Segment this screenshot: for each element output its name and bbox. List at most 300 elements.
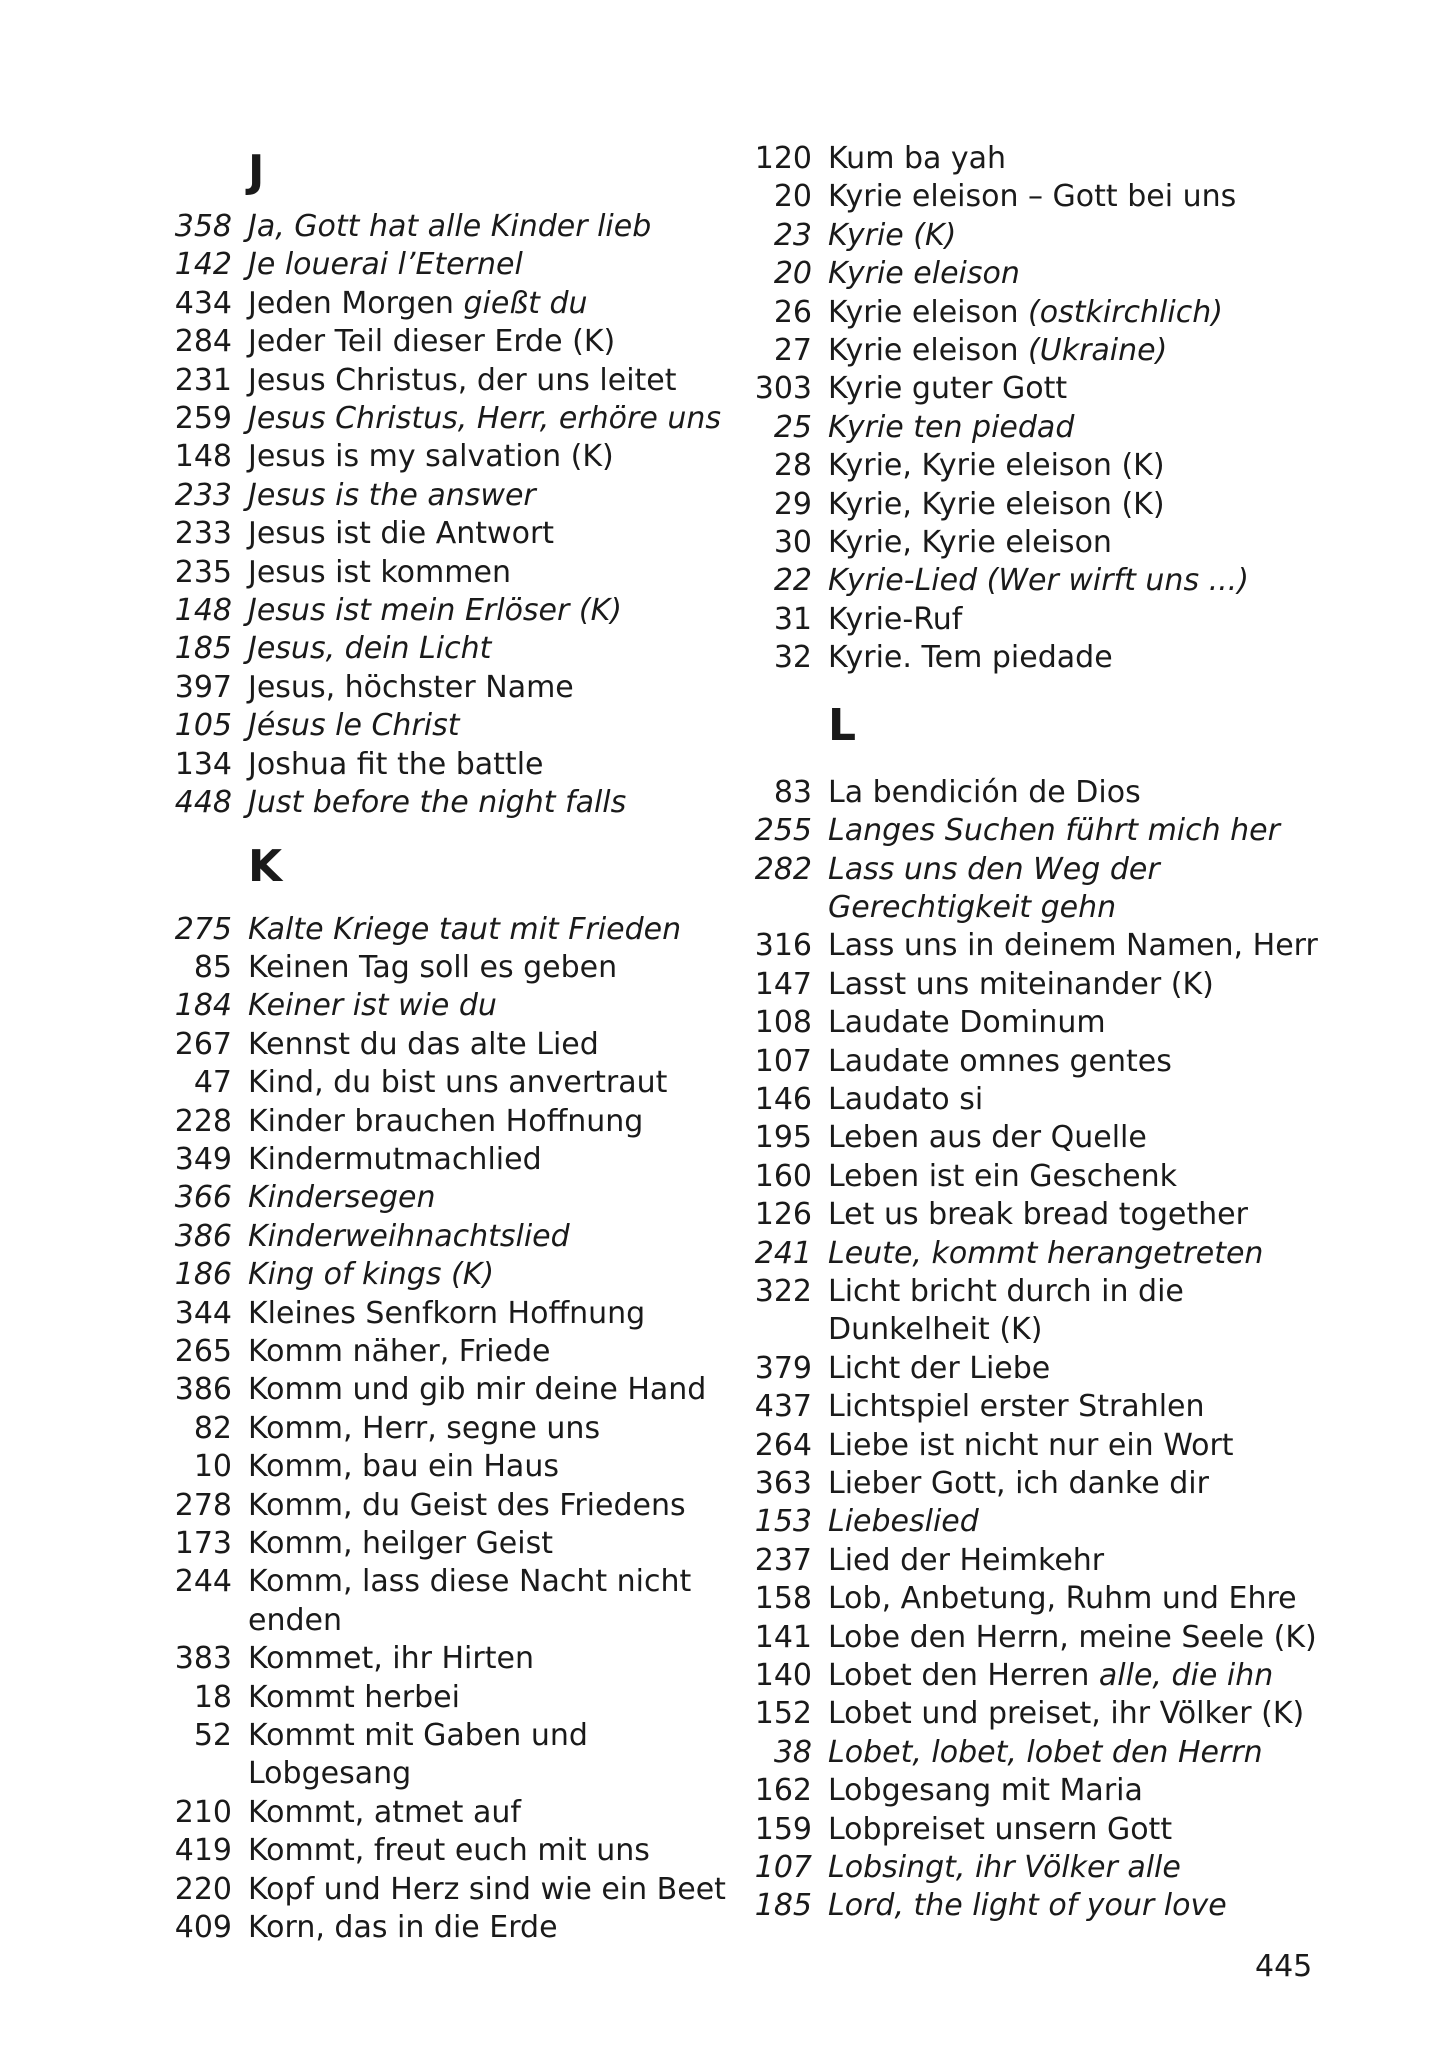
song-title (812, 294, 1223, 332)
song-title-part: Kyrie eleison (828, 256, 1020, 292)
song-number: 231 (174, 362, 232, 398)
index-entry (740, 1158, 1340, 1196)
song-title (812, 927, 1318, 965)
song-title-part: Kum ba yah (828, 141, 1007, 176)
song-title-part: Just before the night falls (248, 785, 627, 821)
song-title-part: alle, die ihn (1098, 1658, 1274, 1694)
song-number: 419 (174, 1833, 232, 1869)
song-title (232, 746, 544, 784)
song-title (812, 1350, 1050, 1388)
index-entry (740, 217, 1340, 255)
song-title-part: Keinen Tag soll es geben (248, 949, 618, 985)
index-entry (740, 812, 1340, 850)
song-title (812, 812, 1280, 850)
index-entry (740, 1119, 1340, 1157)
index-entry (160, 1371, 720, 1409)
song-number: 386 (174, 1218, 232, 1254)
song-number: 142 (174, 247, 232, 283)
index-entry (740, 332, 1340, 370)
song-number: 82 (193, 1410, 232, 1446)
song-title-part: Jesus is my salvation (K) (248, 439, 614, 475)
song-number: 107 (754, 1850, 812, 1886)
song-number: 23 (773, 217, 812, 253)
song-title-part: Komm und gib mir deine Hand (248, 1372, 707, 1408)
index-entry (740, 601, 1340, 639)
index-entry (740, 927, 1340, 965)
song-title-part: (Ukraine) (1028, 333, 1168, 369)
song-title (232, 1832, 650, 1870)
letter-heading-l: L (828, 699, 857, 751)
song-title-part: Kyrie eleison (828, 294, 1029, 330)
song-number: 185 (754, 1888, 812, 1924)
song-title-part: Kennst du das alte Lied (248, 1026, 599, 1062)
index-entry (160, 592, 720, 630)
song-number: 27 (773, 333, 812, 369)
song-number: 18 (193, 1679, 232, 1715)
index-entry (160, 1064, 720, 1102)
index-entry (160, 1256, 720, 1294)
index-entry (160, 911, 720, 949)
song-title (232, 554, 511, 592)
left-column (160, 140, 726, 1947)
song-title-part: Kommet, ihr Hirten (248, 1641, 534, 1677)
index-entry (740, 1427, 1340, 1465)
song-title-part: Kinder brauchen Hoffnung (248, 1103, 644, 1139)
song-title (812, 889, 1116, 927)
song-title-part: Joshua fit the battle (248, 746, 544, 782)
entry-list-l (740, 774, 1340, 1926)
song-title-part: Jesus, dein Licht (248, 631, 492, 667)
index-entry (160, 1295, 720, 1333)
song-title-part: Komm, du Geist des Friedens (248, 1487, 686, 1523)
song-title-part: Kleines Senfkorn Hoffnung (248, 1295, 646, 1331)
song-title (812, 1081, 983, 1119)
song-title-part: Lob, Anbetung, Ruhm und Ehre (828, 1581, 1297, 1617)
song-title-part: Leute, kommt herangetreten (828, 1235, 1264, 1271)
song-title (232, 246, 523, 284)
index-entry (740, 1503, 1340, 1541)
song-title (232, 949, 617, 987)
song-number: 275 (174, 911, 232, 947)
song-number: 83 (773, 774, 812, 810)
index-entry (160, 1525, 720, 1563)
song-title-part: Jeden Morgen (248, 285, 464, 321)
song-title-part: Lichtspiel erster Strahlen (828, 1389, 1205, 1425)
song-title-part: Jesus ist kommen (248, 554, 511, 590)
song-title-part: Dunkelheit (K) (828, 1312, 1043, 1348)
song-title-part: La bendición de Dios (828, 774, 1141, 810)
index-entry (740, 966, 1340, 1004)
song-title-part: Komm, bau ein Haus (248, 1449, 559, 1485)
song-title (812, 524, 1112, 562)
song-title (232, 592, 622, 630)
song-title-part: Jeder Teil dieser Erde (K) (248, 324, 616, 360)
song-number: 448 (174, 785, 232, 821)
song-number: 316 (754, 928, 812, 964)
song-title-part: Leben ist ein Geschenk (828, 1158, 1177, 1194)
song-number: 322 (754, 1273, 812, 1309)
song-title (232, 1563, 691, 1601)
song-title (812, 1196, 1248, 1234)
index-entry (160, 987, 720, 1025)
song-number: 241 (754, 1235, 812, 1271)
index-entry (740, 447, 1340, 485)
index-entry (740, 1081, 1340, 1119)
song-number: 26 (773, 294, 812, 330)
song-title (232, 362, 677, 400)
song-title-part: Ja, Gott hat alle Kinder lieb (248, 209, 652, 244)
entry-list-k-continued (740, 140, 1340, 678)
song-title (812, 601, 962, 639)
song-title (812, 1465, 1209, 1503)
index-entry (160, 746, 720, 784)
index-entry (740, 1849, 1340, 1887)
song-number: 186 (174, 1257, 232, 1293)
index-entry (740, 1196, 1340, 1234)
song-number: 282 (754, 851, 812, 887)
song-number: 162 (754, 1773, 812, 1809)
song-title (232, 285, 588, 323)
song-title (232, 1141, 542, 1179)
index-entry (160, 285, 720, 323)
song-title-part: Kalte Kriege taut mit Frieden (248, 911, 682, 947)
song-title (812, 1388, 1205, 1426)
song-title (812, 370, 1067, 408)
song-title-part: Kyrie, Kyrie eleison (K) (828, 448, 1165, 484)
song-number: 134 (174, 746, 232, 782)
song-title (812, 1619, 1317, 1657)
song-number: 267 (174, 1026, 232, 1062)
song-title-part: Korn, das in die Erde (248, 1910, 558, 1946)
index-entry (740, 1695, 1340, 1733)
song-title-part: Jesus is the answer (248, 477, 536, 513)
song-title (812, 1849, 1181, 1887)
song-title (232, 1256, 494, 1294)
song-number: 363 (754, 1466, 812, 1501)
song-number: 237 (754, 1542, 812, 1578)
song-title-part: Komm näher, Friede (248, 1333, 551, 1369)
index-entry (160, 707, 720, 745)
song-number: 255 (754, 813, 812, 849)
song-title (812, 774, 1141, 812)
index-entry (740, 140, 1340, 178)
song-title-part: Laudato si (828, 1081, 984, 1117)
song-title-part: Kyrie-Ruf (828, 601, 963, 637)
index-entry (740, 1772, 1340, 1810)
song-title (812, 1695, 1304, 1733)
index-entry (740, 1887, 1340, 1925)
song-title (232, 1871, 726, 1909)
song-number: 233 (174, 516, 232, 552)
entry-list-j (160, 208, 720, 823)
song-title-part: Laudate Dominum (828, 1005, 1106, 1041)
song-title-part: Kyrie. Tem piedade (828, 640, 1113, 676)
index-entry (740, 370, 1340, 408)
song-number: 107 (754, 1043, 812, 1079)
index-entry (160, 1679, 720, 1717)
index-entry (160, 400, 720, 438)
song-number: 278 (174, 1487, 232, 1523)
entry-list-k (160, 911, 726, 1948)
song-number: 434 (174, 285, 232, 321)
song-title-part: Kyrie eleison – Gott bei uns (828, 179, 1237, 215)
song-title-part: Kopf und Herz sind wie ein Beet (248, 1871, 726, 1907)
song-number: 25 (773, 409, 812, 445)
index-entry (740, 524, 1340, 562)
song-title (232, 707, 459, 745)
song-number: 120 (754, 141, 812, 176)
song-number: 85 (193, 949, 232, 985)
index-entry (740, 1388, 1340, 1426)
song-number: 397 (174, 669, 232, 705)
song-number: 228 (174, 1103, 232, 1139)
index-entry (740, 1734, 1340, 1772)
song-title (812, 409, 1074, 447)
song-title-part: Licht bricht durch in die (828, 1273, 1184, 1309)
song-title (232, 1410, 600, 1448)
song-number: 140 (754, 1658, 812, 1694)
index-entry (740, 486, 1340, 524)
song-title-part: Liebeslied (828, 1504, 979, 1540)
song-title (812, 1734, 1263, 1772)
index-entry (740, 255, 1340, 293)
index-entry (160, 438, 720, 476)
index-entry (740, 774, 1340, 812)
song-title (232, 1909, 558, 1947)
index-entry (160, 630, 720, 668)
song-title-part: Kyrie-Lied (Wer wirft uns ...) (828, 563, 1249, 599)
song-title (812, 140, 1006, 178)
song-title-part: Lasst uns miteinander (K) (828, 966, 1214, 1002)
song-title (812, 1657, 1273, 1695)
song-number: 344 (174, 1295, 232, 1331)
index-entry (740, 1619, 1340, 1657)
song-title-part: Keiner ist wie du (248, 988, 497, 1024)
song-number: 141 (754, 1619, 812, 1655)
song-title-part: Gerechtigkeit gehn (828, 889, 1117, 925)
index-entry (160, 515, 720, 553)
song-number: 22 (773, 563, 812, 599)
index-entry (160, 1410, 720, 1448)
song-number: 303 (754, 371, 812, 407)
song-title (232, 477, 536, 515)
song-number: 148 (174, 593, 232, 629)
song-number: 148 (174, 439, 232, 475)
index-entry (160, 323, 720, 361)
song-title (232, 1064, 667, 1102)
song-title (232, 1794, 521, 1832)
song-title (232, 1295, 645, 1333)
song-number: 126 (754, 1197, 812, 1233)
song-title (232, 987, 497, 1025)
song-title-part: Kind, du bist uns anvertraut (248, 1065, 668, 1101)
index-entry (160, 1141, 720, 1179)
index-entry (740, 1235, 1340, 1273)
song-title-part: Kyrie, Kyrie eleison (828, 525, 1112, 561)
song-number (740, 1311, 812, 1349)
index-entry (160, 208, 720, 246)
song-title (812, 1887, 1227, 1925)
song-title-part: Kommt herbei (248, 1679, 460, 1715)
song-title (812, 1311, 1042, 1349)
song-number: 185 (174, 631, 232, 667)
song-number: 32 (773, 640, 812, 676)
index-entry (160, 949, 720, 987)
song-title-part: Kyrie ten piedad (828, 409, 1075, 445)
song-title (232, 1026, 599, 1064)
song-title (812, 255, 1020, 293)
song-number (160, 1755, 232, 1793)
song-number: 160 (754, 1158, 812, 1194)
song-title (812, 1273, 1184, 1311)
song-title-part: King of kings (K) (248, 1257, 495, 1293)
song-title (232, 1640, 534, 1678)
song-title-part: Jesus ist mein Erlöser (K) (248, 593, 622, 629)
song-number: 146 (754, 1081, 812, 1117)
song-title (812, 639, 1113, 677)
song-title-part: Je louerai l’Eternel (248, 247, 523, 283)
song-number: 152 (754, 1696, 812, 1732)
song-title-part: Jésus le Christ (248, 708, 460, 744)
song-number: 383 (174, 1641, 232, 1677)
index-entry (160, 1179, 720, 1217)
song-title (812, 966, 1214, 1004)
song-number: 105 (174, 708, 232, 744)
page-number: 445 (1255, 1949, 1313, 1984)
song-title (232, 1448, 559, 1486)
song-title-part: Leben aus der Quelle (828, 1120, 1147, 1156)
index-entry (160, 784, 720, 822)
song-title-part: Lobet den Herren (828, 1658, 1099, 1694)
song-number: 358 (174, 209, 232, 244)
index-entry (740, 1043, 1340, 1081)
song-number: 235 (174, 554, 232, 590)
song-number: 284 (174, 324, 232, 360)
index-entry (740, 889, 1340, 927)
song-number: 159 (754, 1811, 812, 1847)
song-title (812, 851, 1160, 889)
song-title-part: Lied der Heimkehr (828, 1542, 1105, 1578)
song-title-part: Lobgesang (248, 1756, 412, 1792)
song-title (232, 208, 651, 246)
song-title-part: Komm, lass diese Nacht nicht (248, 1564, 692, 1600)
song-number: 244 (174, 1564, 232, 1600)
index-entry (740, 1542, 1340, 1580)
song-title-part: Kyrie, Kyrie eleison (K) (828, 486, 1165, 522)
song-title (812, 1542, 1104, 1580)
index-entry (740, 294, 1340, 332)
index-entry (160, 1602, 720, 1640)
song-number: 31 (773, 601, 812, 637)
song-title-part: Lobet und preiset, ihr Völker (K) (828, 1696, 1305, 1732)
song-title (232, 630, 491, 668)
song-number: 158 (754, 1581, 812, 1617)
song-title-part: (ostkirchlich) (1028, 294, 1223, 330)
song-number: 265 (174, 1333, 232, 1369)
song-number: 29 (773, 486, 812, 522)
index-entry (740, 1465, 1340, 1503)
song-title (812, 1580, 1297, 1618)
song-title-part: enden (248, 1602, 342, 1638)
song-title-part: Lieber Gott, ich danke dir (828, 1466, 1209, 1501)
index-entry (740, 1657, 1340, 1695)
song-title (232, 669, 574, 707)
song-title (232, 1602, 342, 1640)
song-title (232, 1525, 553, 1563)
index-entry (740, 1004, 1340, 1042)
song-number: 379 (754, 1350, 812, 1386)
song-title-part: Kindersegen (248, 1180, 436, 1216)
song-title-part: Lass uns in deinem Namen, Herr (828, 928, 1318, 964)
song-title-part: Licht der Liebe (828, 1350, 1051, 1386)
index-entry (160, 1794, 720, 1832)
index-entry (160, 1755, 720, 1793)
song-title-part: Lord, the light of your love (828, 1888, 1227, 1924)
song-title (232, 1218, 570, 1256)
song-number: 409 (174, 1910, 232, 1946)
song-title (812, 1772, 1143, 1810)
song-title (812, 1427, 1234, 1465)
song-number (160, 1602, 232, 1640)
song-title (812, 562, 1249, 600)
index-entry (160, 1909, 720, 1947)
song-number: 233 (174, 477, 232, 513)
index-entry (160, 1640, 720, 1678)
song-title-part: Kyrie guter Gott (828, 371, 1068, 407)
song-title-part: Liebe ist nicht nur ein Wort (828, 1427, 1234, 1463)
song-title-part: Jesus ist die Antwort (248, 516, 555, 552)
song-title-part: Komm, Herr, segne uns (248, 1410, 601, 1446)
song-title (232, 1679, 460, 1717)
index-entry (740, 178, 1340, 216)
index-entry (160, 1103, 720, 1141)
song-title (812, 178, 1236, 216)
song-number: 195 (754, 1120, 812, 1156)
song-title (812, 447, 1165, 485)
index-entry (160, 477, 720, 515)
song-title (232, 515, 554, 553)
song-title-part: Kommt, freut euch mit uns (248, 1833, 650, 1869)
song-number: 366 (174, 1180, 232, 1216)
song-title-part: Komm, heilger Geist (248, 1526, 553, 1561)
song-title (812, 1503, 979, 1541)
song-title (812, 217, 956, 255)
song-title-part: Let us break bread together (828, 1197, 1248, 1233)
song-number (740, 889, 812, 927)
song-title (232, 323, 615, 361)
right-column (740, 140, 1340, 1926)
song-title-part: Jesus Christus, der uns leitet (248, 362, 677, 398)
letter-heading-j: J (248, 146, 265, 197)
song-number: 259 (174, 401, 232, 437)
song-title-part: Kindermutmachlied (248, 1141, 542, 1177)
song-title (232, 911, 681, 949)
song-title (232, 1371, 706, 1409)
song-title-part: Laudate omnes gentes (828, 1043, 1172, 1079)
index-entry (740, 562, 1340, 600)
song-title-part: Langes Suchen führt mich her (828, 813, 1280, 849)
song-title-part: Lobe den Herrn, meine Seele (K) (828, 1619, 1317, 1655)
song-number: 52 (193, 1718, 232, 1754)
song-number: 386 (174, 1372, 232, 1408)
index-entry (740, 1580, 1340, 1618)
index-entry (160, 1871, 726, 1909)
song-title (232, 438, 614, 476)
index-entry (160, 669, 720, 707)
index-entry (160, 1333, 720, 1371)
index-entry (160, 1832, 720, 1870)
index-entry (160, 1563, 720, 1601)
